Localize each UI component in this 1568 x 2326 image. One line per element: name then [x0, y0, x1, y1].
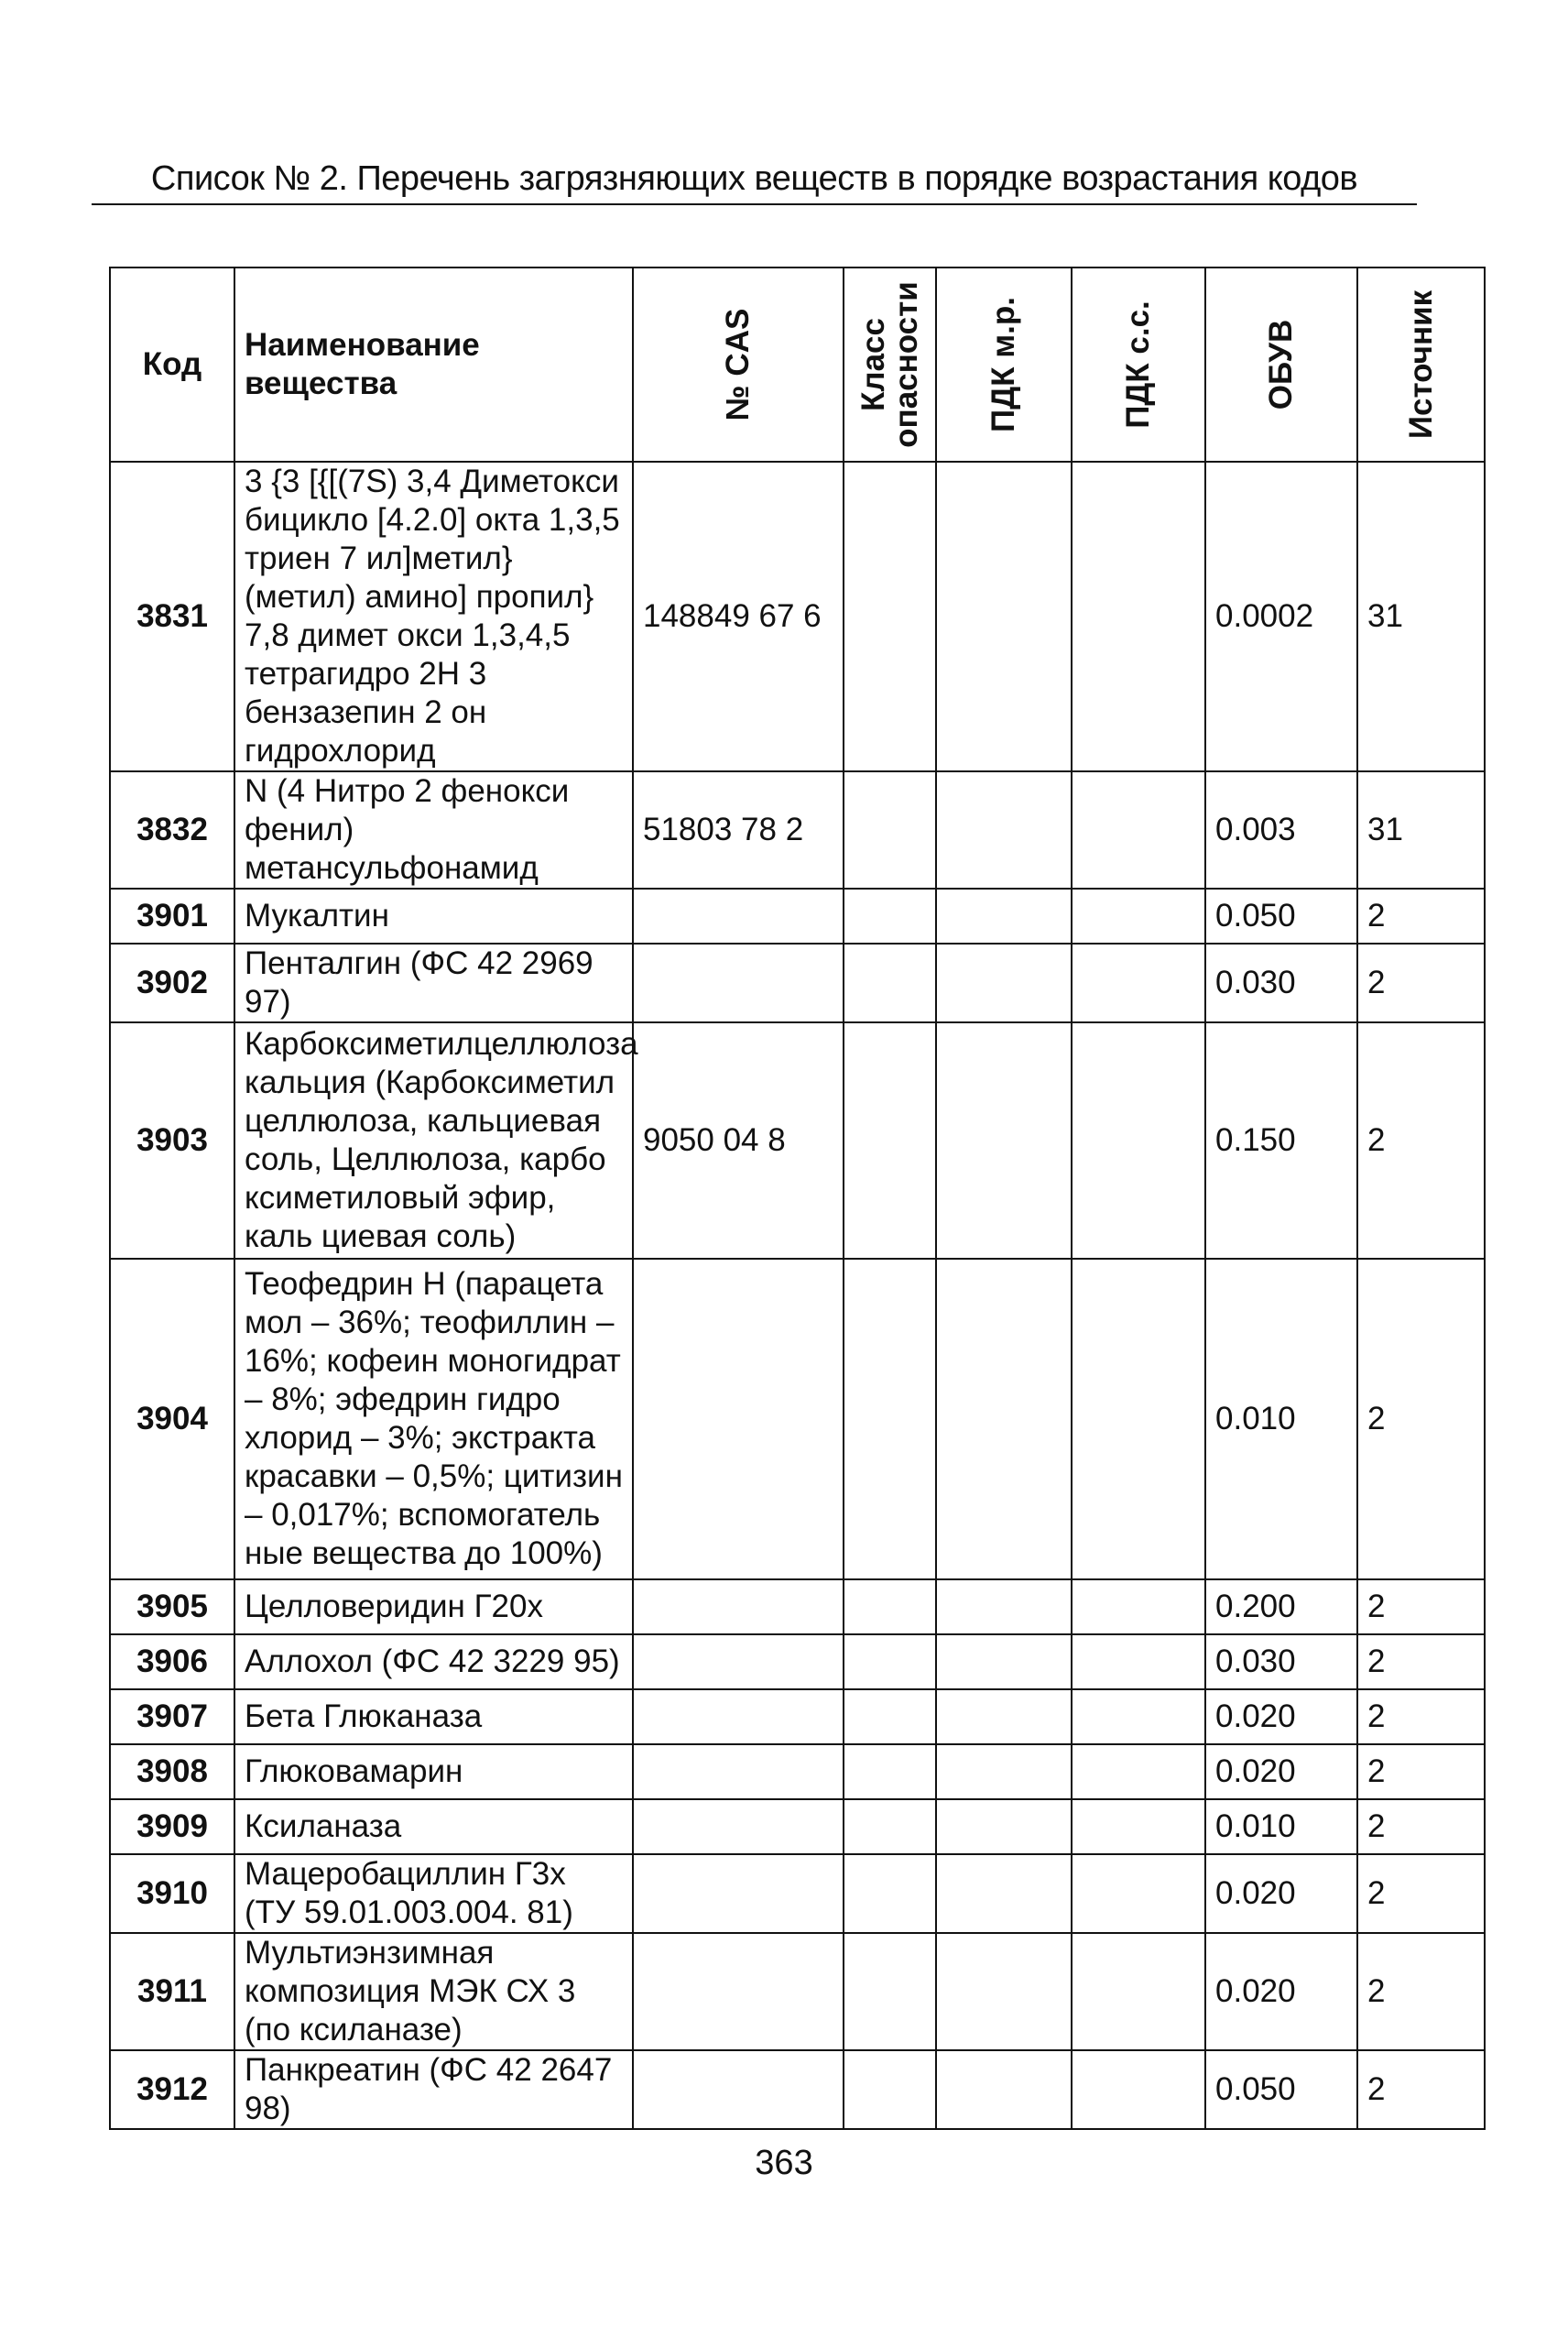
substances-table — [109, 267, 1486, 2130]
column-header-pdk-ss: ПДК с.с. — [1072, 268, 1205, 462]
cell-cas: 9050 04 8 — [633, 1022, 844, 1259]
table-row — [110, 1634, 1485, 1689]
cell-source: 2 — [1357, 1259, 1485, 1579]
table-row — [110, 2050, 1485, 2129]
cell-pdk-ss — [1072, 1689, 1205, 1744]
cell-hazard-class — [844, 1259, 936, 1579]
cell-name: Ксиланаза — [234, 1799, 633, 1854]
cell-code: 3904 — [110, 1259, 234, 1579]
cell-cas — [633, 1579, 844, 1634]
column-header-code: Код — [110, 268, 234, 462]
cell-code: 3901 — [110, 889, 234, 944]
table-row — [110, 462, 1485, 771]
cell-cas — [633, 889, 844, 944]
cell-hazard-class — [844, 462, 936, 771]
cell-hazard-class — [844, 771, 936, 889]
cell-pdk-ss — [1072, 1854, 1205, 1933]
column-header-name: Наименование вещества — [234, 268, 633, 462]
cell-pdk-mr — [936, 462, 1072, 771]
cell-code: 3906 — [110, 1634, 234, 1689]
cell-source: 2 — [1357, 1799, 1485, 1854]
cell-pdk-mr — [936, 1744, 1072, 1799]
cell-hazard-class — [844, 1799, 936, 1854]
cell-cas — [633, 944, 844, 1022]
cell-source: 2 — [1357, 2050, 1485, 2129]
table-row — [110, 1744, 1485, 1799]
page-title: Список № 2. Перечень загрязняющих веществ в порядке возрастания кодов — [92, 154, 1417, 205]
cell-obuv: 0.003 — [1205, 771, 1357, 889]
cell-name: Глюковамарин — [234, 1744, 633, 1799]
cell-source: 31 — [1357, 462, 1485, 771]
cell-name: Мультиэнзимная композиция МЭК СХ 3 (по ксиланазе) — [234, 1933, 633, 2050]
cell-obuv: 0.010 — [1205, 1259, 1357, 1579]
cell-hazard-class — [844, 1689, 936, 1744]
cell-pdk-ss — [1072, 1744, 1205, 1799]
cell-hazard-class — [844, 889, 936, 944]
cell-obuv: 0.020 — [1205, 1854, 1357, 1933]
cell-code: 3910 — [110, 1854, 234, 1933]
cell-pdk-ss — [1072, 944, 1205, 1022]
cell-pdk-mr — [936, 1799, 1072, 1854]
table-row — [110, 1259, 1485, 1579]
cell-pdk-mr — [936, 1022, 1072, 1259]
cell-obuv: 0.050 — [1205, 2050, 1357, 2129]
table-row — [110, 771, 1485, 889]
cell-name: Мукалтин — [234, 889, 633, 944]
cell-code: 3905 — [110, 1579, 234, 1634]
cell-name: Аллохол (ФС 42 3229 95) — [234, 1634, 633, 1689]
cell-pdk-ss — [1072, 771, 1205, 889]
column-header-cas: № CAS — [633, 268, 844, 462]
cell-pdk-mr — [936, 1933, 1072, 2050]
cell-source: 2 — [1357, 1744, 1485, 1799]
table-row — [110, 1689, 1485, 1744]
cell-pdk-mr — [936, 1579, 1072, 1634]
column-header-hazard-class: Класс опасности — [844, 268, 936, 462]
cell-source: 2 — [1357, 1022, 1485, 1259]
cell-name: 3 {3 [{[(7S) 3,4 Диметокси бицикло [4.2.0] окта 1,3,5 триен 7 ил]метил} (метил) амино] пропил} 7,8 димет окси 1,3,4,5 тетрагидро 2Н 3 бензазепин 2 он гидрохлорид — [234, 462, 633, 771]
cell-source: 2 — [1357, 944, 1485, 1022]
cell-source: 2 — [1357, 1579, 1485, 1634]
page-number: 363 — [755, 2144, 813, 2182]
cell-pdk-mr — [936, 889, 1072, 944]
cell-obuv: 0.150 — [1205, 1022, 1357, 1259]
cell-pdk-mr — [936, 1634, 1072, 1689]
cell-source: 2 — [1357, 1933, 1485, 2050]
cell-cas: 148849 67 6 — [633, 462, 844, 771]
cell-name: N (4 Нитро 2 фенокси фенил) метансульфонамид — [234, 771, 633, 889]
cell-name: Бета Глюканаза — [234, 1689, 633, 1744]
cell-pdk-ss — [1072, 1634, 1205, 1689]
cell-name: Мацеробациллин Г3х (ТУ 59.01.003.004. 81) — [234, 1854, 633, 1933]
cell-hazard-class — [844, 1022, 936, 1259]
cell-cas — [633, 1634, 844, 1689]
cell-pdk-ss — [1072, 1022, 1205, 1259]
cell-pdk-ss — [1072, 1799, 1205, 1854]
cell-obuv: 0.020 — [1205, 1933, 1357, 2050]
cell-pdk-ss — [1072, 1579, 1205, 1634]
cell-pdk-ss — [1072, 889, 1205, 944]
cell-pdk-ss — [1072, 1259, 1205, 1579]
cell-code: 3902 — [110, 944, 234, 1022]
cell-name: Панкреатин (ФС 42 2647 98) — [234, 2050, 633, 2129]
cell-cas — [633, 1854, 844, 1933]
table-row — [110, 944, 1485, 1022]
cell-hazard-class — [844, 1634, 936, 1689]
cell-source: 2 — [1357, 1634, 1485, 1689]
cell-source: 2 — [1357, 1854, 1485, 1933]
cell-obuv: 0.020 — [1205, 1689, 1357, 1744]
cell-hazard-class — [844, 1854, 936, 1933]
table-header-row — [110, 268, 1485, 462]
cell-code: 3907 — [110, 1689, 234, 1744]
cell-code: 3831 — [110, 462, 234, 771]
cell-pdk-mr — [936, 944, 1072, 1022]
cell-obuv: 0.0002 — [1205, 462, 1357, 771]
cell-name: Карбоксиметилцеллюлоза кальция (Карбоксиметил целлюлоза, кальциевая соль, Целлюлоза, карбо ксиметиловый эфир, каль циевая соль) — [234, 1022, 633, 1259]
cell-code: 3908 — [110, 1744, 234, 1799]
cell-cas — [633, 2050, 844, 2129]
cell-pdk-mr — [936, 1854, 1072, 1933]
cell-cas: 51803 78 2 — [633, 771, 844, 889]
cell-obuv: 0.030 — [1205, 944, 1357, 1022]
cell-code: 3909 — [110, 1799, 234, 1854]
cell-obuv: 0.020 — [1205, 1744, 1357, 1799]
cell-code: 3911 — [110, 1933, 234, 2050]
cell-hazard-class — [844, 944, 936, 1022]
column-header-source: Источник — [1357, 268, 1485, 462]
table-row — [110, 1799, 1485, 1854]
cell-name: Теофедрин Н (парацета мол – 36%; теофиллин – 16%; кофеин моногидрат – 8%; эфедрин гидро хлорид – 3%; экстракта красавки – 0,5%; цитизин – 0,017%; вспомогатель ные вещества до 100%) — [234, 1259, 633, 1579]
cell-code: 3832 — [110, 771, 234, 889]
cell-code: 3903 — [110, 1022, 234, 1259]
table-row — [110, 1579, 1485, 1634]
cell-pdk-mr — [936, 1689, 1072, 1744]
cell-cas — [633, 1744, 844, 1799]
cell-name: Целловеридин Г20х — [234, 1579, 633, 1634]
cell-obuv: 0.050 — [1205, 889, 1357, 944]
cell-cas — [633, 1689, 844, 1744]
cell-pdk-mr — [936, 1259, 1072, 1579]
cell-hazard-class — [844, 1579, 936, 1634]
column-header-pdk-mr: ПДК м.р. — [936, 268, 1072, 462]
cell-pdk-ss — [1072, 1933, 1205, 2050]
cell-obuv: 0.200 — [1205, 1579, 1357, 1634]
cell-source: 31 — [1357, 771, 1485, 889]
cell-hazard-class — [844, 1933, 936, 2050]
cell-pdk-ss — [1072, 2050, 1205, 2129]
cell-hazard-class — [844, 2050, 936, 2129]
cell-pdk-mr — [936, 2050, 1072, 2129]
table-row — [110, 889, 1485, 944]
cell-pdk-ss — [1072, 462, 1205, 771]
column-header-obuv: ОБУВ — [1205, 268, 1357, 462]
cell-pdk-mr — [936, 771, 1072, 889]
cell-code: 3912 — [110, 2050, 234, 2129]
cell-cas — [633, 1933, 844, 2050]
cell-obuv: 0.030 — [1205, 1634, 1357, 1689]
cell-hazard-class — [844, 1744, 936, 1799]
cell-source: 2 — [1357, 1689, 1485, 1744]
table-row — [110, 1022, 1485, 1259]
cell-name: Пенталгин (ФС 42 2969 97) — [234, 944, 633, 1022]
table-row — [110, 1854, 1485, 1933]
cell-cas — [633, 1259, 844, 1579]
cell-cas — [633, 1799, 844, 1854]
cell-obuv: 0.010 — [1205, 1799, 1357, 1854]
cell-source: 2 — [1357, 889, 1485, 944]
table-row — [110, 1933, 1485, 2050]
table-body — [110, 462, 1485, 2129]
